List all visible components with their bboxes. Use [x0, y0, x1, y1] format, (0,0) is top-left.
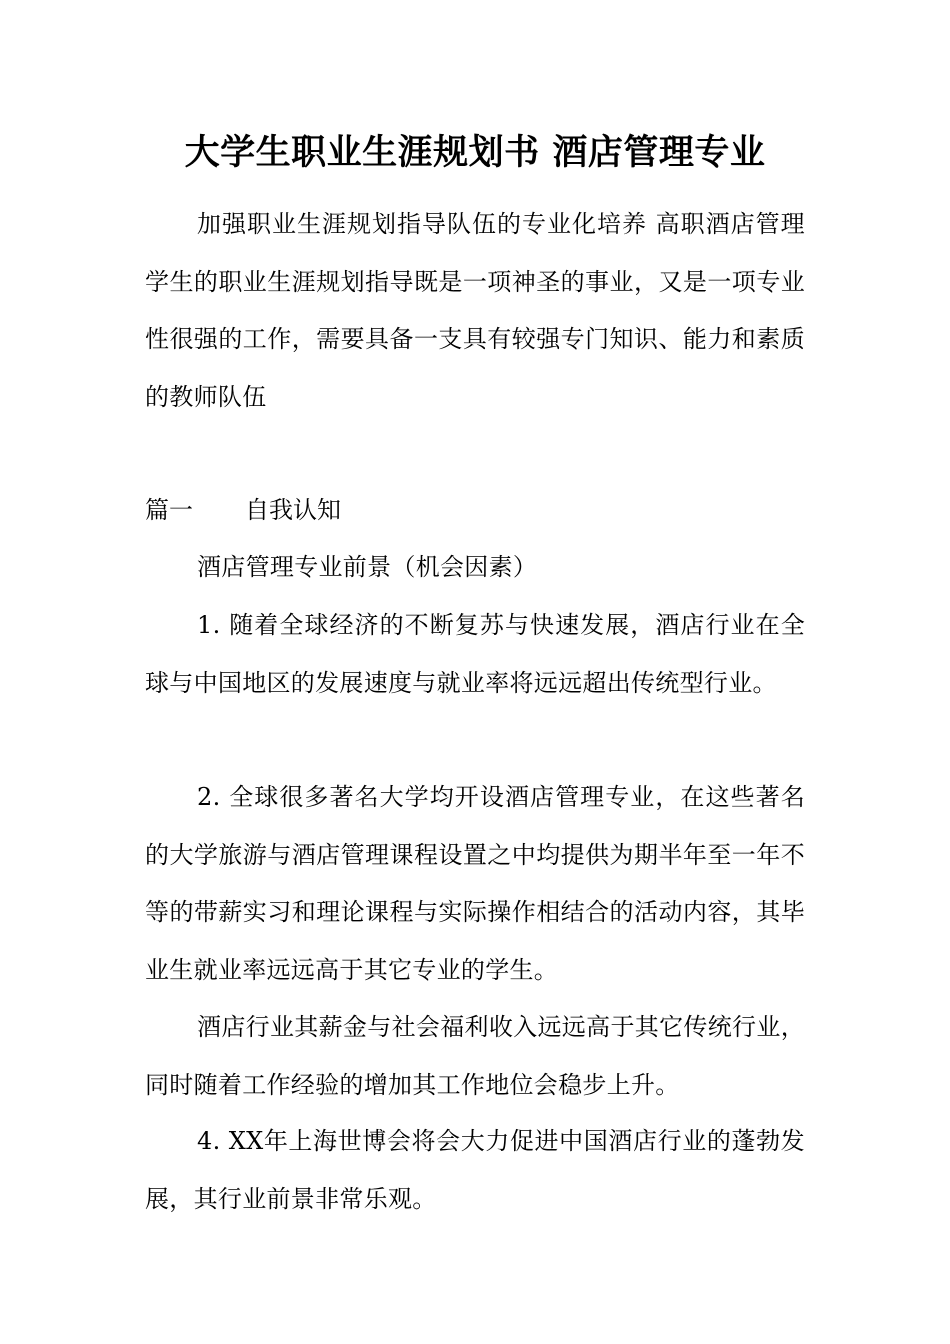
list-item: 1. 随着全球经济的不断复苏与快速发展，酒店行业在全球与中国地区的发展速度与就业率将远远超出传统型行业。 — [145, 611, 805, 697]
subheading-paragraph: 酒店管理专业前景（机会因素） — [197, 553, 538, 581]
document-title: 大学生职业生涯规划书 酒店管理专业 — [184, 133, 766, 173]
list-item: 酒店行业其薪金与社会福利收入远远高于其它传统行业，同时随着工作经验的增加其工作地位会稳步上升。 — [145, 1013, 805, 1099]
intro-paragraph: 加强职业生涯规划指导队伍的专业化培养 高职酒店管理学生的职业生涯规划指导既是一项神圣的事业，又是一项专业性很强的工作，需要具备一支具有较强专门知识、能力和素质的教师队伍 — [145, 210, 805, 411]
list-item: 2. 全球很多著名大学均开设酒店管理专业，在这些著名的大学旅游与酒店管理课程设置之中均提供为期半年至一年不等的带薪实习和理论课程与实际操作相结合的活动内容，其毕业生就业率远远高于其它专业的学生。 — [145, 783, 805, 984]
section-number: 篇一 — [145, 496, 193, 524]
section-heading — [145, 482, 341, 539]
section-title: 自我认知 — [245, 496, 341, 524]
list-item: 4. XX年上海世博会将会大力促进中国酒店行业的蓬勃发展，其行业前景非常乐观。 — [145, 1127, 805, 1213]
